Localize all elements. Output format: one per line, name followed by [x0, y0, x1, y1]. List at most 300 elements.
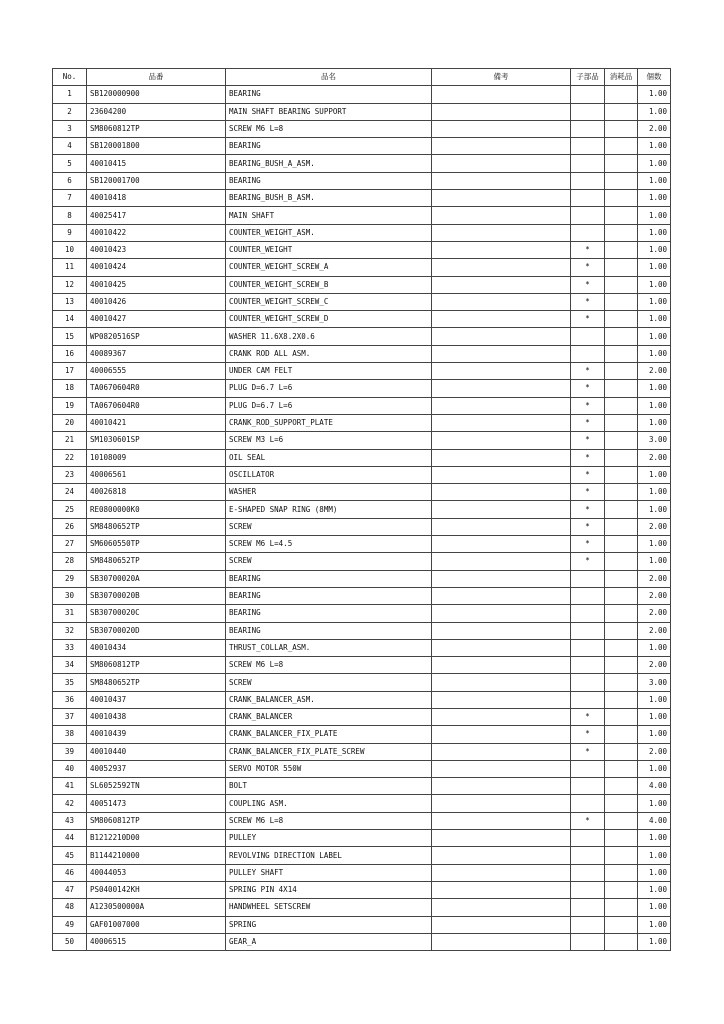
cell-quantity: 2.00: [638, 587, 671, 604]
cell-remarks: [432, 795, 571, 812]
cell-no: 21: [53, 432, 87, 449]
cell-quantity: 1.00: [638, 207, 671, 224]
cell-part-number: 40010418: [87, 190, 226, 207]
cell-part-number: SB30700020C: [87, 605, 226, 622]
table-row: [53, 812, 671, 829]
cell-remarks: [432, 743, 571, 760]
cell-no: 2: [53, 103, 87, 120]
cell-quantity: 2.00: [638, 518, 671, 535]
cell-quantity: 1.00: [638, 536, 671, 553]
cell-remarks: [432, 622, 571, 639]
cell-part-number: TA0670604R0: [87, 380, 226, 397]
table-row: [53, 207, 671, 224]
cell-sub-part: [571, 207, 605, 224]
table-row: [53, 847, 671, 864]
cell-remarks: [432, 674, 571, 691]
table-row: [53, 138, 671, 155]
cell-part-name: COUNTER_WEIGHT: [226, 241, 432, 258]
cell-part-number: SM8480652TP: [87, 674, 226, 691]
cell-consumable: [605, 760, 638, 777]
cell-consumable: [605, 190, 638, 207]
cell-sub-part: [571, 138, 605, 155]
cell-part-number: SB120000900: [87, 86, 226, 103]
cell-consumable: [605, 812, 638, 829]
cell-consumable: [605, 86, 638, 103]
cell-remarks: [432, 933, 571, 950]
cell-no: 16: [53, 345, 87, 362]
cell-remarks: [432, 155, 571, 172]
cell-part-number: 40010438: [87, 708, 226, 725]
cell-no: 28: [53, 553, 87, 570]
cell-no: 22: [53, 449, 87, 466]
table-row: [53, 363, 671, 380]
cell-quantity: 1.00: [638, 864, 671, 881]
cell-no: 30: [53, 587, 87, 604]
cell-part-name: OIL SEAL: [226, 449, 432, 466]
cell-part-number: 40006515: [87, 933, 226, 950]
table-row: [53, 795, 671, 812]
cell-no: 34: [53, 657, 87, 674]
header-row: [53, 69, 671, 86]
cell-part-number: A1230500000A: [87, 899, 226, 916]
header-remarks: 備考: [432, 69, 571, 86]
cell-part-number: PS0400142KH: [87, 881, 226, 898]
cell-part-number: SB30700020B: [87, 587, 226, 604]
cell-part-number: 10108009: [87, 449, 226, 466]
cell-part-name: COUNTER_WEIGHT_SCREW_A: [226, 259, 432, 276]
cell-consumable: [605, 311, 638, 328]
cell-part-name: UNDER CAM FELT: [226, 363, 432, 380]
cell-quantity: 1.00: [638, 691, 671, 708]
table-row: [53, 518, 671, 535]
cell-part-name: SCREW M6 L=8: [226, 812, 432, 829]
cell-remarks: [432, 899, 571, 916]
cell-no: 18: [53, 380, 87, 397]
cell-no: 24: [53, 484, 87, 501]
cell-part-number: WP0820516SP: [87, 328, 226, 345]
cell-quantity: 4.00: [638, 778, 671, 795]
cell-sub-part: *: [571, 466, 605, 483]
cell-part-name: WASHER 11.6X8.2X0.6: [226, 328, 432, 345]
cell-part-name: BOLT: [226, 778, 432, 795]
table-row: [53, 345, 671, 362]
cell-sub-part: [571, 916, 605, 933]
cell-part-number: SM1030601SP: [87, 432, 226, 449]
cell-quantity: 1.00: [638, 397, 671, 414]
cell-no: 40: [53, 760, 87, 777]
table-row: [53, 380, 671, 397]
cell-part-number: 40010426: [87, 293, 226, 310]
table-row: [53, 639, 671, 656]
cell-part-name: CRANK_BALANCER_FIX_PLATE: [226, 726, 432, 743]
cell-sub-part: [571, 760, 605, 777]
cell-sub-part: *: [571, 276, 605, 293]
cell-quantity: 2.00: [638, 570, 671, 587]
cell-no: 47: [53, 881, 87, 898]
cell-part-number: 40010421: [87, 414, 226, 431]
table-row: [53, 484, 671, 501]
cell-consumable: [605, 899, 638, 916]
cell-no: 8: [53, 207, 87, 224]
cell-consumable: [605, 639, 638, 656]
cell-part-number: 40010423: [87, 241, 226, 258]
table-row: [53, 778, 671, 795]
cell-no: 7: [53, 190, 87, 207]
cell-part-name: BEARING: [226, 587, 432, 604]
cell-quantity: 1.00: [638, 259, 671, 276]
cell-sub-part: [571, 674, 605, 691]
cell-remarks: [432, 760, 571, 777]
cell-part-number: SM6060550TP: [87, 536, 226, 553]
table-row: [53, 708, 671, 725]
table-row: [53, 414, 671, 431]
cell-part-number: SB120001800: [87, 138, 226, 155]
table-row: [53, 899, 671, 916]
cell-sub-part: [571, 172, 605, 189]
cell-quantity: 2.00: [638, 622, 671, 639]
cell-part-name: COUPLING ASM.: [226, 795, 432, 812]
cell-remarks: [432, 138, 571, 155]
cell-no: 27: [53, 536, 87, 553]
cell-sub-part: [571, 881, 605, 898]
cell-remarks: [432, 328, 571, 345]
cell-part-name: SCREW M3 L=6: [226, 432, 432, 449]
cell-part-name: SCREW: [226, 674, 432, 691]
cell-remarks: [432, 293, 571, 310]
cell-part-number: 40089367: [87, 345, 226, 362]
cell-sub-part: *: [571, 293, 605, 310]
cell-sub-part: [571, 864, 605, 881]
cell-part-number: SM8060812TP: [87, 812, 226, 829]
cell-consumable: [605, 120, 638, 137]
header-no: No.: [53, 69, 87, 86]
cell-consumable: [605, 570, 638, 587]
cell-part-name: BEARING: [226, 622, 432, 639]
cell-part-name: E-SHAPED SNAP RING (8MM): [226, 501, 432, 518]
cell-sub-part: *: [571, 397, 605, 414]
cell-no: 50: [53, 933, 87, 950]
cell-part-number: SB120001700: [87, 172, 226, 189]
cell-sub-part: [571, 345, 605, 362]
table-row: [53, 432, 671, 449]
table-row: [53, 587, 671, 604]
cell-part-name: SCREW M6 L=8: [226, 120, 432, 137]
cell-consumable: [605, 708, 638, 725]
cell-quantity: 1.00: [638, 155, 671, 172]
cell-no: 42: [53, 795, 87, 812]
cell-remarks: [432, 881, 571, 898]
cell-consumable: [605, 241, 638, 258]
cell-quantity: 1.00: [638, 916, 671, 933]
cell-remarks: [432, 397, 571, 414]
cell-consumable: [605, 605, 638, 622]
cell-quantity: 2.00: [638, 743, 671, 760]
cell-part-name: HANDWHEEL SETSCREW: [226, 899, 432, 916]
cell-part-name: PULLEY SHAFT: [226, 864, 432, 881]
cell-part-name: CRANK_BALANCER: [226, 708, 432, 725]
cell-remarks: [432, 103, 571, 120]
cell-part-number: 40010427: [87, 311, 226, 328]
cell-quantity: 1.00: [638, 899, 671, 916]
table-row: [53, 276, 671, 293]
cell-no: 48: [53, 899, 87, 916]
cell-part-name: GEAR_A: [226, 933, 432, 950]
cell-remarks: [432, 449, 571, 466]
cell-remarks: [432, 726, 571, 743]
cell-quantity: 1.00: [638, 172, 671, 189]
cell-quantity: 1.00: [638, 190, 671, 207]
cell-no: 29: [53, 570, 87, 587]
cell-part-name: CRANK_BALANCER_ASM.: [226, 691, 432, 708]
cell-part-name: REVOLVING DIRECTION LABEL: [226, 847, 432, 864]
cell-quantity: 1.00: [638, 276, 671, 293]
cell-part-number: 40052937: [87, 760, 226, 777]
cell-sub-part: [571, 899, 605, 916]
cell-quantity: 2.00: [638, 605, 671, 622]
cell-no: 33: [53, 639, 87, 656]
cell-no: 26: [53, 518, 87, 535]
cell-no: 41: [53, 778, 87, 795]
cell-sub-part: *: [571, 259, 605, 276]
cell-part-number: 40025417: [87, 207, 226, 224]
cell-part-name: COUNTER_WEIGHT_SCREW_D: [226, 311, 432, 328]
cell-no: 4: [53, 138, 87, 155]
cell-part-name: OSCILLATOR: [226, 466, 432, 483]
table-row: [53, 311, 671, 328]
cell-remarks: [432, 570, 571, 587]
table-row: [53, 397, 671, 414]
cell-remarks: [432, 657, 571, 674]
header-part-name: 品名: [226, 69, 432, 86]
cell-part-number: 40010415: [87, 155, 226, 172]
cell-sub-part: *: [571, 726, 605, 743]
cell-consumable: [605, 847, 638, 864]
cell-remarks: [432, 778, 571, 795]
cell-no: 17: [53, 363, 87, 380]
cell-consumable: [605, 864, 638, 881]
cell-remarks: [432, 639, 571, 656]
cell-part-name: CRANK ROD ALL ASM.: [226, 345, 432, 362]
cell-part-name: MAIN SHAFT BEARING SUPPORT: [226, 103, 432, 120]
cell-remarks: [432, 241, 571, 258]
cell-sub-part: [571, 103, 605, 120]
cell-part-number: SM8060812TP: [87, 657, 226, 674]
cell-sub-part: *: [571, 743, 605, 760]
cell-remarks: [432, 605, 571, 622]
cell-consumable: [605, 224, 638, 241]
cell-quantity: 1.00: [638, 414, 671, 431]
cell-remarks: [432, 553, 571, 570]
cell-quantity: 1.00: [638, 311, 671, 328]
table-row: [53, 501, 671, 518]
cell-no: 37: [53, 708, 87, 725]
table-row: [53, 622, 671, 639]
table-row: [53, 933, 671, 950]
table-row: [53, 86, 671, 103]
cell-consumable: [605, 293, 638, 310]
cell-sub-part: *: [571, 518, 605, 535]
cell-quantity: 1.00: [638, 103, 671, 120]
table-row: [53, 224, 671, 241]
cell-consumable: [605, 363, 638, 380]
cell-consumable: [605, 933, 638, 950]
cell-no: 35: [53, 674, 87, 691]
cell-quantity: 2.00: [638, 657, 671, 674]
cell-sub-part: *: [571, 414, 605, 431]
cell-remarks: [432, 864, 571, 881]
cell-quantity: 1.00: [638, 345, 671, 362]
table-row: [53, 293, 671, 310]
table-row: [53, 691, 671, 708]
cell-consumable: [605, 518, 638, 535]
cell-consumable: [605, 691, 638, 708]
table-row: [53, 536, 671, 553]
cell-part-name: SPRING PIN 4X14: [226, 881, 432, 898]
cell-consumable: [605, 380, 638, 397]
cell-no: 10: [53, 241, 87, 258]
cell-part-number: 40010422: [87, 224, 226, 241]
cell-sub-part: [571, 778, 605, 795]
cell-part-number: GAF01007000: [87, 916, 226, 933]
cell-quantity: 1.00: [638, 881, 671, 898]
cell-remarks: [432, 587, 571, 604]
cell-part-number: 40010439: [87, 726, 226, 743]
cell-part-name: BEARING: [226, 138, 432, 155]
table-row: [53, 570, 671, 587]
cell-consumable: [605, 138, 638, 155]
cell-part-name: MAIN SHAFT: [226, 207, 432, 224]
cell-quantity: 1.00: [638, 224, 671, 241]
cell-quantity: 1.00: [638, 293, 671, 310]
cell-quantity: 1.00: [638, 760, 671, 777]
cell-sub-part: [571, 605, 605, 622]
cell-part-number: SM8060812TP: [87, 120, 226, 137]
cell-no: 9: [53, 224, 87, 241]
cell-consumable: [605, 916, 638, 933]
cell-remarks: [432, 86, 571, 103]
cell-sub-part: [571, 155, 605, 172]
cell-part-name: BEARING: [226, 605, 432, 622]
cell-sub-part: *: [571, 432, 605, 449]
table-row: [53, 328, 671, 345]
cell-remarks: [432, 708, 571, 725]
cell-no: 46: [53, 864, 87, 881]
cell-no: 43: [53, 812, 87, 829]
cell-remarks: [432, 518, 571, 535]
cell-quantity: 3.00: [638, 432, 671, 449]
cell-quantity: 1.00: [638, 484, 671, 501]
cell-part-number: 40010440: [87, 743, 226, 760]
cell-consumable: [605, 726, 638, 743]
table-row: [53, 674, 671, 691]
cell-part-number: TA0670604R0: [87, 397, 226, 414]
cell-consumable: [605, 657, 638, 674]
table-row: [53, 657, 671, 674]
cell-remarks: [432, 432, 571, 449]
cell-consumable: [605, 484, 638, 501]
cell-sub-part: [571, 224, 605, 241]
cell-remarks: [432, 830, 571, 847]
cell-sub-part: [571, 622, 605, 639]
cell-part-number: SM8480652TP: [87, 553, 226, 570]
table-row: [53, 605, 671, 622]
cell-quantity: 1.00: [638, 328, 671, 345]
cell-no: 36: [53, 691, 87, 708]
cell-no: 23: [53, 466, 87, 483]
cell-part-name: BEARING: [226, 570, 432, 587]
cell-part-name: COUNTER_WEIGHT_SCREW_B: [226, 276, 432, 293]
cell-no: 39: [53, 743, 87, 760]
cell-remarks: [432, 916, 571, 933]
cell-sub-part: *: [571, 812, 605, 829]
cell-sub-part: *: [571, 241, 605, 258]
cell-remarks: [432, 207, 571, 224]
cell-no: 19: [53, 397, 87, 414]
cell-consumable: [605, 674, 638, 691]
cell-quantity: 1.00: [638, 138, 671, 155]
table-row: [53, 466, 671, 483]
cell-no: 45: [53, 847, 87, 864]
cell-part-number: 40010434: [87, 639, 226, 656]
cell-quantity: 1.00: [638, 795, 671, 812]
cell-consumable: [605, 414, 638, 431]
cell-sub-part: [571, 830, 605, 847]
header-quantity: 個数: [638, 69, 671, 86]
cell-part-name: COUNTER_WEIGHT_SCREW_C: [226, 293, 432, 310]
cell-consumable: [605, 276, 638, 293]
cell-part-name: BEARING_BUSH_A_ASM.: [226, 155, 432, 172]
cell-consumable: [605, 830, 638, 847]
cell-consumable: [605, 743, 638, 760]
cell-part-name: SCREW M6 L=4.5: [226, 536, 432, 553]
cell-sub-part: *: [571, 380, 605, 397]
cell-quantity: 2.00: [638, 449, 671, 466]
cell-no: 49: [53, 916, 87, 933]
cell-consumable: [605, 155, 638, 172]
cell-consumable: [605, 622, 638, 639]
header-sub-part: 子部品: [571, 69, 605, 86]
table-row: [53, 241, 671, 258]
cell-consumable: [605, 795, 638, 812]
cell-part-name: SCREW: [226, 518, 432, 535]
cell-part-name: THRUST_COLLAR_ASM.: [226, 639, 432, 656]
cell-remarks: [432, 812, 571, 829]
cell-remarks: [432, 380, 571, 397]
cell-sub-part: [571, 587, 605, 604]
cell-no: 32: [53, 622, 87, 639]
cell-part-number: 40026818: [87, 484, 226, 501]
cell-no: 15: [53, 328, 87, 345]
cell-part-number: 23604200: [87, 103, 226, 120]
cell-part-number: 40051473: [87, 795, 226, 812]
cell-quantity: 1.00: [638, 933, 671, 950]
table-row: [53, 449, 671, 466]
cell-consumable: [605, 553, 638, 570]
cell-remarks: [432, 190, 571, 207]
cell-quantity: 4.00: [638, 812, 671, 829]
parts-list-table: [52, 68, 671, 951]
table-row: [53, 553, 671, 570]
cell-part-number: SL6052592TN: [87, 778, 226, 795]
cell-no: 14: [53, 311, 87, 328]
table-row: [53, 864, 671, 881]
cell-quantity: 1.00: [638, 241, 671, 258]
cell-remarks: [432, 311, 571, 328]
cell-part-name: SCREW M6 L=8: [226, 657, 432, 674]
cell-remarks: [432, 484, 571, 501]
cell-sub-part: *: [571, 311, 605, 328]
cell-sub-part: *: [571, 363, 605, 380]
